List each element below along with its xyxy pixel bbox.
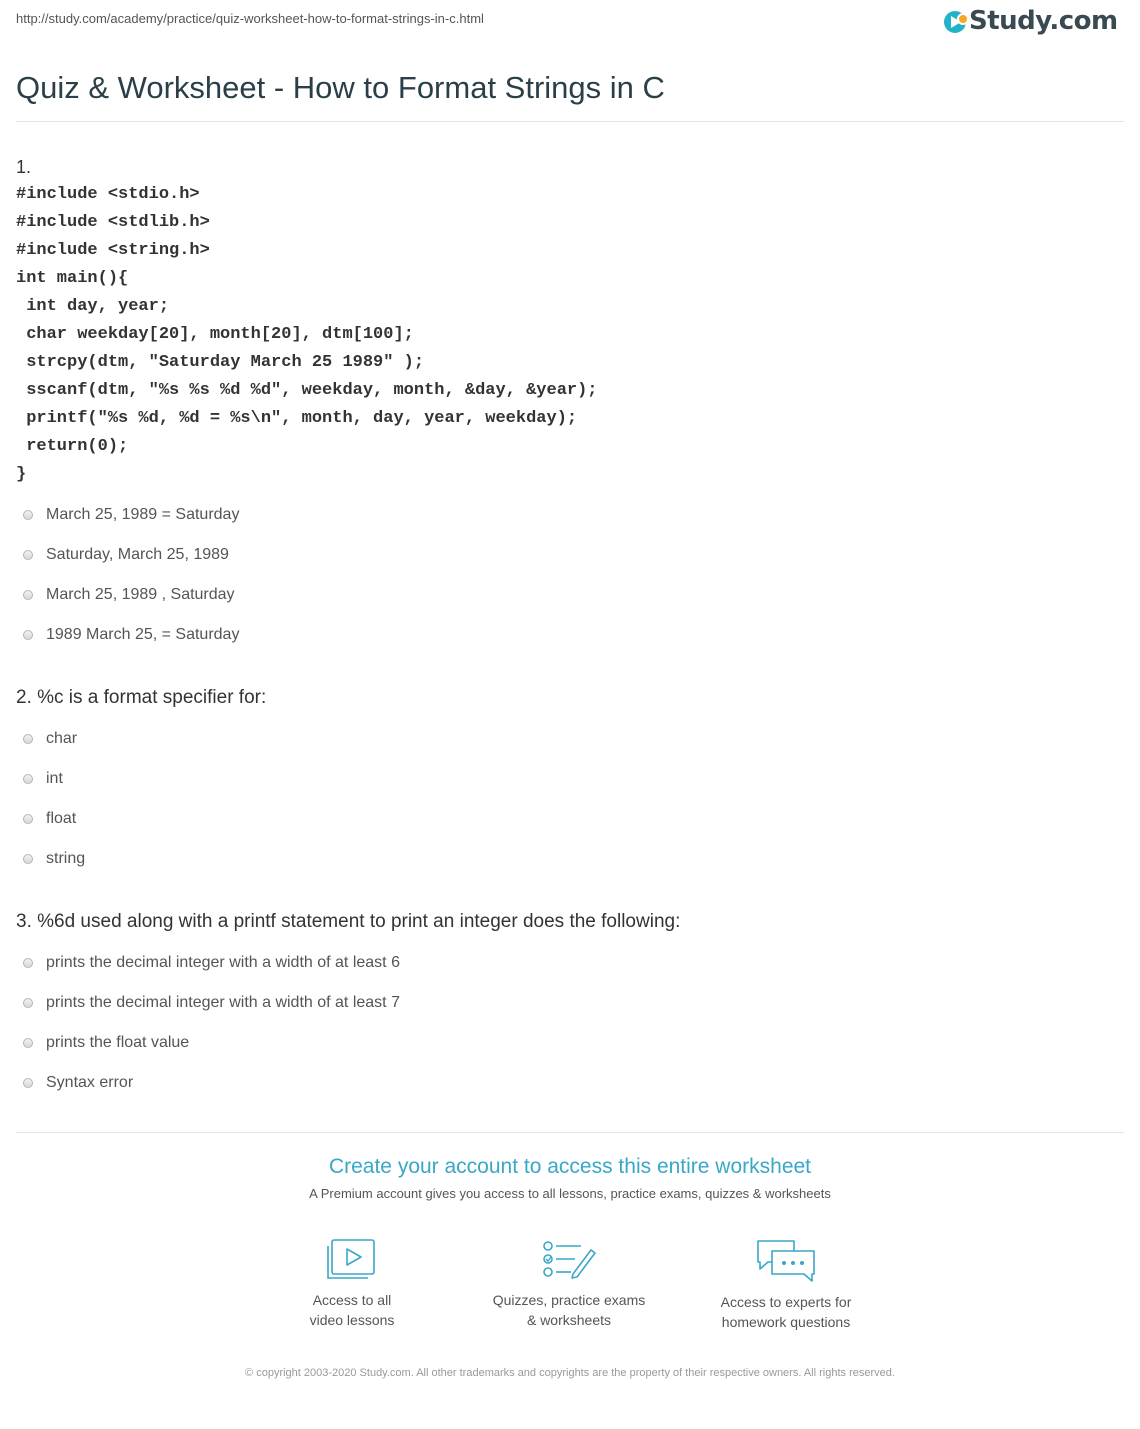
q1-option-1[interactable] [23,506,239,524]
radio-button[interactable] [23,734,33,744]
chat-bubbles-icon [754,1238,818,1284]
option-label: Saturday, March 25, 1989 [46,546,229,563]
option-label: 1989 March 25, = Saturday [46,626,240,643]
video-lesson-icon [326,1238,378,1282]
question-3-text: 3. %6d used along with a printf statement to print an integer does the following: [16,911,681,932]
option-label: float [46,810,77,827]
feature-line: Access to experts for [720,1294,852,1310]
create-account-link[interactable]: Create your account to access this entire worksheet [328,1155,812,1178]
question-2-text: 2. %c is a format specifier for: [16,687,267,708]
question-1-code: #include <stdio.h> #include <stdlib.h> #include <string.h> int main(){ int day, year; char weekday[20], month[20], dtm[100]; strcpy(dtm, "Saturday March 25 1989" ); sscanf(dtm, "%s %s %d %d", weekday, month, &day, &year); printf("%s %d, %d = %s\n", month, day, year, weekday); return(0); } [16,185,598,484]
page-title: Quiz & Worksheet - How to Format Strings in C [16,70,665,105]
radio-button[interactable] [23,814,33,824]
play-logo-icon [944,11,966,33]
radio-button[interactable] [23,958,33,968]
q1-option-4[interactable] [23,626,239,644]
feature-experts [686,1238,886,1332]
radio-button[interactable] [23,1038,33,1048]
q2-option-3[interactable] [23,810,76,828]
radio-button[interactable] [23,510,33,520]
q1-option-2[interactable] [23,546,229,564]
option-label: March 25, 1989 = Saturday [46,506,240,523]
option-label: prints the float value [46,1034,190,1051]
option-label: char [46,730,78,747]
q1-option-3[interactable] [23,586,235,604]
cta-subheading: A Premium account gives you access to all lessons, practice exams, quizzes & worksheets [309,1186,831,1201]
title-divider [16,121,1124,122]
feature-line: Access to all [312,1292,392,1308]
logo-text: Study.com [969,6,1118,36]
radio-button[interactable] [23,550,33,560]
q2-option-2[interactable] [23,770,63,788]
option-label: prints the decimal integer with a width of at least 7 [46,994,400,1011]
radio-button[interactable] [23,1078,33,1088]
q2-option-4[interactable] [23,850,85,868]
copyright-text: © copyright 2003-2020 Study.com. All other trademarks and copyrights are the property of their respective owners. All rights reserved. [245,1367,895,1379]
feature-line: homework questions [721,1314,851,1330]
feature-line: video lessons [309,1312,395,1328]
q3-option-3[interactable] [23,1034,189,1052]
option-label: Syntax error [46,1074,134,1091]
option-label: prints the decimal integer with a width of at least 6 [46,954,400,971]
radio-button[interactable] [23,774,33,784]
option-label: string [46,850,86,867]
q2-option-1[interactable] [23,730,77,748]
cta-divider [16,1132,1124,1133]
option-label: int [46,770,63,787]
feature-quizzes [469,1238,669,1330]
radio-button[interactable] [23,998,33,1008]
radio-button[interactable] [23,630,33,640]
feature-video-lessons [252,1238,452,1330]
feature-line: & worksheets [526,1312,612,1328]
checklist-icon [541,1238,597,1282]
q3-option-4[interactable] [23,1074,133,1092]
study-logo[interactable] [944,6,1118,36]
radio-button[interactable] [23,854,33,864]
q3-option-1[interactable] [23,954,400,972]
q3-option-2[interactable] [23,994,400,1012]
option-label: March 25, 1989 , Saturday [46,586,235,603]
feature-line: Quizzes, practice exams [492,1292,646,1308]
page-url: http://study.com/academy/practice/quiz-worksheet-how-to-format-strings-in-c.html [16,11,484,26]
question-1-number: 1. [16,157,32,177]
radio-button[interactable] [23,590,33,600]
